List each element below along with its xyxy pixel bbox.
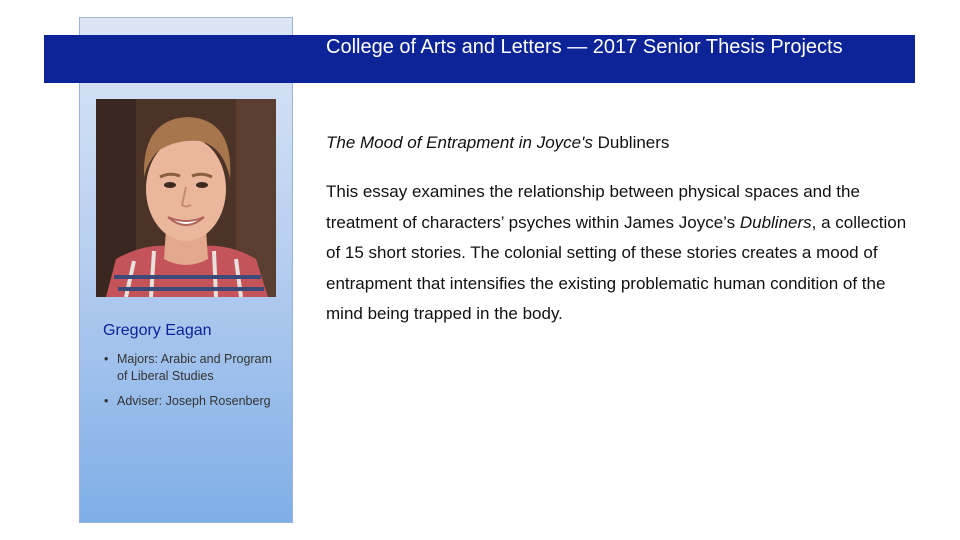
- abstract-text-1: This essay examines the relationship between physical spaces and the treatment of characters’ psyches within James Joyce’s: [326, 182, 860, 232]
- majors-text: Majors: Arabic and Program of Liberal Studies: [117, 352, 272, 383]
- thesis-title-main: The Mood of Entrapment in Joyce's: [326, 133, 598, 152]
- student-details-list: [103, 351, 283, 419]
- thesis-abstract: [326, 177, 916, 330]
- bullet-icon: •: [104, 394, 109, 408]
- list-item: [103, 351, 283, 384]
- thesis-title-book: Dubliners: [597, 133, 670, 152]
- adviser-text: Adviser: Joseph Rosenberg: [117, 394, 271, 408]
- abstract-text-2: , a collection of 15 short stories. The colonial setting of these stories creates a mood of entrapment that intensifies the existing problematic human condition of the mind being trapped in the body.: [326, 212, 907, 323]
- thesis-title: [326, 133, 669, 153]
- student-name: Gregory Eagan: [103, 322, 212, 339]
- portrait-image: [96, 99, 276, 297]
- abstract-book-title: Dubliners: [739, 212, 812, 232]
- list-item: [103, 393, 283, 410]
- student-photo: [96, 99, 276, 297]
- page-title: College of Arts and Letters — 2017 Senior Thesis Projects: [326, 36, 843, 58]
- bullet-icon: •: [104, 352, 109, 366]
